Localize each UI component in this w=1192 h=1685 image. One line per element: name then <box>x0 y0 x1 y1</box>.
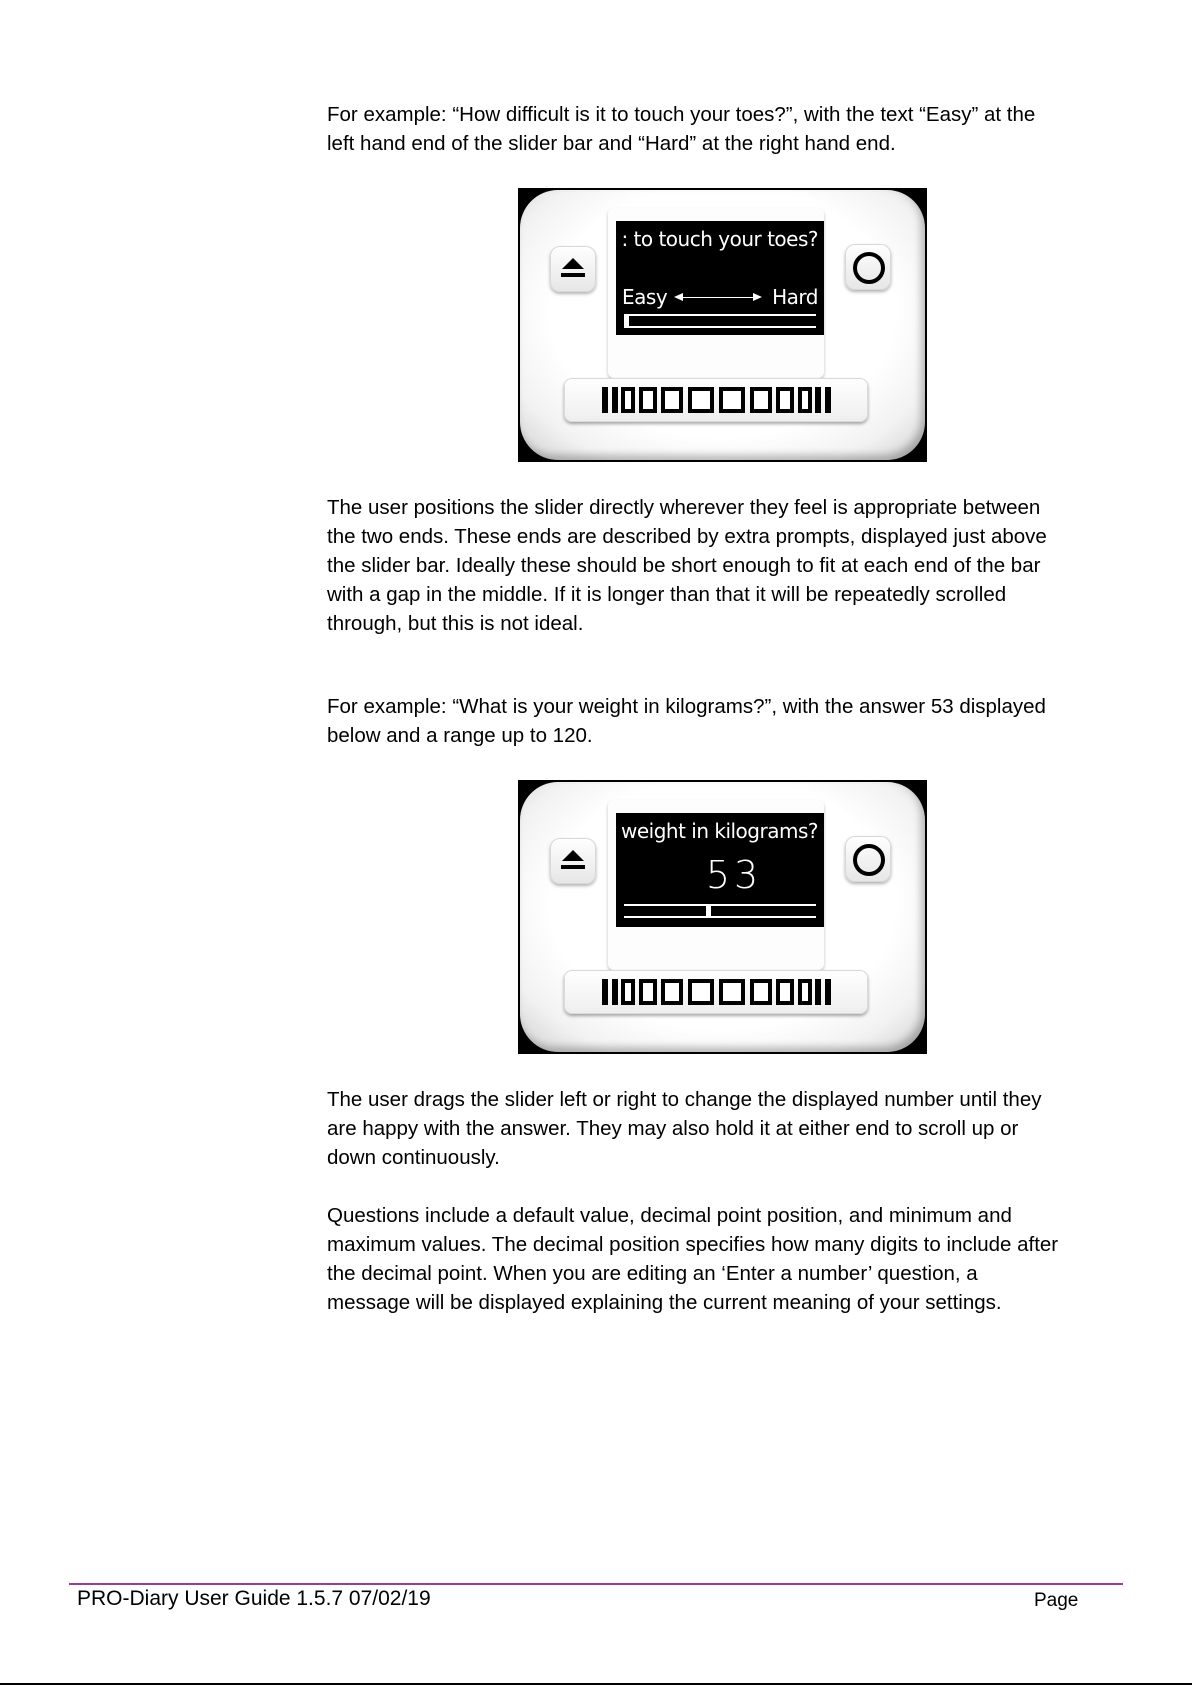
progress-segment <box>750 979 772 1005</box>
progress-segment <box>688 979 714 1005</box>
progress-segment <box>798 979 812 1005</box>
device-figure-slider-easy-hard <box>518 188 927 462</box>
screen-question-text: weight in kilograms? <box>620 819 818 843</box>
progress-segment <box>661 979 683 1005</box>
device-screen <box>616 813 824 927</box>
progress-segment <box>602 387 608 413</box>
paragraph-slider-explanation: The user positions the slider directly wherever they feel is appropriate between the two ends. These ends are described by extra prompts, displayed just above the slider bar. Ideally these should be short enough to fit at each end of the bar with a gap in the middle. If it is longer than that it will be repeatedly scrolled through, but this is not ideal. <box>327 496 1047 635</box>
progress-segment <box>602 979 608 1005</box>
progress-segment <box>719 387 745 413</box>
progress-segment <box>621 387 635 413</box>
progress-segment <box>621 979 635 1005</box>
progress-segment <box>661 387 683 413</box>
footer-page-label: Page <box>1034 1590 1079 1611</box>
progress-segment <box>639 979 657 1005</box>
back-button[interactable] <box>550 246 596 292</box>
paragraph-drag-explanation: The user drags the slider left or right to change the displayed number until they are happy with the answer. They may also hold it at either end to scroll up or down continuously. <box>327 1088 1042 1169</box>
slider-right-label: Hard <box>772 285 818 309</box>
progress-segment <box>798 387 812 413</box>
progress-segment <box>815 387 821 413</box>
back-button[interactable] <box>550 838 596 884</box>
double-arrow-icon <box>676 297 760 298</box>
circle-icon <box>853 252 885 284</box>
progress-segment <box>825 979 831 1005</box>
progress-segment <box>688 387 714 413</box>
number-value-display: 53 <box>705 853 763 897</box>
progress-segment <box>719 979 745 1005</box>
slider-thumb[interactable] <box>706 906 711 916</box>
slider-left-label: Easy <box>622 285 668 309</box>
slider-track[interactable] <box>624 314 816 328</box>
slider-thumb[interactable] <box>624 316 629 326</box>
progress-segment-bar <box>564 970 868 1014</box>
progress-segment <box>612 387 618 413</box>
ok-button[interactable] <box>845 836 891 882</box>
device-figure-number-entry <box>518 780 927 1054</box>
eject-icon <box>561 850 585 872</box>
progress-segment <box>776 979 794 1005</box>
ok-button[interactable] <box>845 244 891 290</box>
slider-track[interactable] <box>624 904 816 918</box>
device-screen <box>616 221 824 335</box>
screen-question-text: : to touch your toes? <box>621 227 818 251</box>
eject-icon <box>561 258 585 280</box>
paragraph-example-toes: For example: “How difficult is it to touch your toes?”, with the text “Easy” at the left hand end of the slider bar and “Hard” at the right hand end. <box>327 103 1036 155</box>
progress-segment <box>825 387 831 413</box>
progress-segment <box>639 387 657 413</box>
progress-segment <box>815 979 821 1005</box>
footer-divider <box>69 1583 1123 1585</box>
progress-segment <box>750 387 772 413</box>
circle-icon <box>853 844 885 876</box>
paragraph-example-weight: For example: “What is your weight in kilograms?”, with the answer 53 displayed below and a range up to 120. <box>327 695 1046 747</box>
progress-segment <box>612 979 618 1005</box>
footer-document-title: PRO-Diary User Guide 1.5.7 07/02/19 <box>77 1587 431 1610</box>
progress-segment <box>776 387 794 413</box>
progress-segment-bar <box>564 378 868 422</box>
paragraph-question-settings: Questions include a default value, decimal point position, and minimum and maximum values. The decimal position specifies how many digits to include after the decimal point. When you are editing an ‘Enter a number’ question, a message will be displayed explaining the current meaning of your settings. <box>327 1204 1059 1314</box>
